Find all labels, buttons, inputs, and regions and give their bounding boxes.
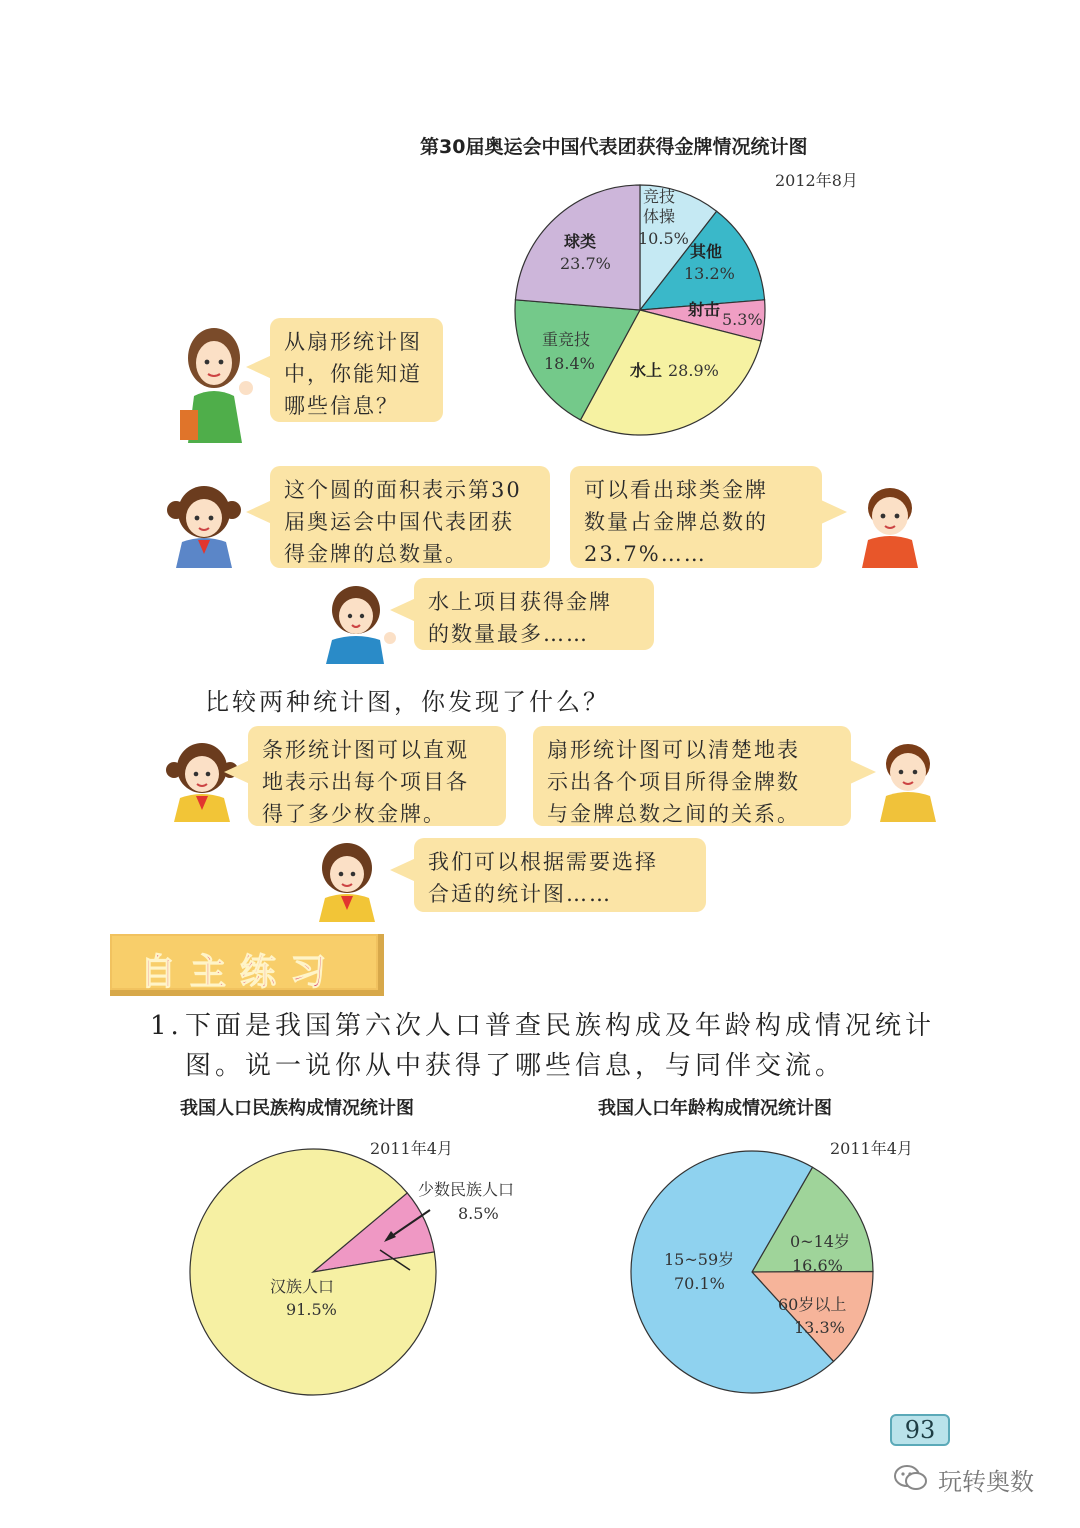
section-banner-title: 自主练习 bbox=[140, 952, 341, 993]
ethnic-chart-title: 我国人口民族构成情况统计图 bbox=[180, 1098, 414, 1119]
pie-label-weight-pct: 18.4% bbox=[544, 354, 595, 373]
pie-label-shooting-pct: 5.3% bbox=[722, 310, 763, 329]
girl4-bubble-line-1: 我们可以根据需要选择 bbox=[428, 850, 658, 874]
pie-label-ball-pct: 23.7% bbox=[560, 254, 611, 273]
pie-label-age-15-59: 15~59岁 bbox=[664, 1250, 735, 1269]
pie-label-weight: 重竞技 bbox=[542, 330, 591, 349]
pie-label-age-15-59-pct: 70.1% bbox=[674, 1274, 725, 1293]
girl3-speech-bubble bbox=[248, 726, 506, 826]
ethnic-pie-chart bbox=[180, 1140, 560, 1410]
teacher-bubble-line-3: 哪些信息？ bbox=[284, 394, 399, 418]
girl1-avatar bbox=[162, 480, 247, 570]
girl3-bubble-line-1: 条形统计图可以直观 bbox=[262, 738, 469, 762]
girl3-bubble-tail bbox=[224, 760, 250, 784]
girl2-bubble-line-1: 水上项目获得金牌 bbox=[428, 590, 612, 614]
wechat-icon bbox=[893, 1463, 929, 1493]
girl2-speech-bubble bbox=[414, 578, 654, 650]
pie-label-gymnastics-pct: 10.5% bbox=[638, 229, 689, 248]
teacher-speech-bubble bbox=[270, 318, 443, 422]
pie-label-han: 汉族人口 bbox=[270, 1277, 335, 1296]
teacher-bubble-tail bbox=[246, 355, 272, 379]
pie-label-other-pct: 13.2% bbox=[684, 264, 735, 283]
boy1-bubble-line-3: 23.7%…… bbox=[584, 542, 707, 566]
exercise-line-1: 下面是我国第六次人口普查民族构成及年龄构成情况统计 bbox=[185, 1011, 936, 1041]
teacher-bubble-line-2: 中，你能知道 bbox=[284, 362, 422, 386]
boy1-bubble-line-1: 可以看出球类金牌 bbox=[584, 478, 768, 502]
age-chart-title: 我国人口年龄构成情况统计图 bbox=[598, 1098, 832, 1119]
teacher-bubble-line-1: 从扇形统计图 bbox=[284, 330, 422, 354]
girl3-bubble-line-3: 得了多少枚金牌。 bbox=[262, 802, 446, 826]
pie-label-water: 水上 bbox=[630, 361, 663, 380]
girl4-speech-bubble bbox=[414, 838, 706, 912]
pie-label-minority-pct: 8.5% bbox=[458, 1204, 499, 1223]
pie-label-age-60-pct: 13.3% bbox=[794, 1318, 845, 1337]
olympic-chart-date: 2012年8月 bbox=[775, 171, 858, 190]
boy1-speech-bubble bbox=[570, 466, 822, 568]
age-pie-chart bbox=[620, 1140, 890, 1410]
ethnic-chart-date: 2011年4月 bbox=[370, 1139, 453, 1158]
pie-label-gymnastics-a: 竞技 bbox=[643, 187, 676, 206]
boy2-bubble-line-3: 与金牌总数之间的关系。 bbox=[547, 802, 800, 826]
watermark-text: 玩转奥数 bbox=[938, 1468, 1034, 1496]
pie-label-minority: 少数民族人口 bbox=[418, 1180, 515, 1199]
girl1-bubble-line-1: 这个圆的面积表示第30 bbox=[284, 478, 522, 502]
boy2-speech-bubble bbox=[533, 726, 851, 826]
pie-label-gymnastics-b: 体操 bbox=[643, 207, 676, 226]
pie-label-han-pct: 91.5% bbox=[286, 1300, 337, 1319]
exercise-line-2: 图。说一说你从中获得了哪些信息，与同伴交流。 bbox=[185, 1051, 846, 1081]
girl3-bubble-line-2: 地表示出每个项目各 bbox=[262, 770, 469, 794]
girl1-bubble-line-3: 得金牌的总数量。 bbox=[284, 542, 468, 566]
olympic-pie-chart bbox=[500, 170, 780, 450]
boy2-avatar bbox=[868, 738, 948, 823]
girl1-speech-bubble bbox=[270, 466, 550, 568]
pie-slice-1-1 bbox=[190, 1149, 436, 1395]
pie-label-ball: 球类 bbox=[564, 232, 597, 251]
age-chart-date: 2011年4月 bbox=[830, 1139, 913, 1158]
girl4-bubble-tail bbox=[390, 858, 416, 882]
girl1-bubble-line-2: 届奥运会中国代表团获 bbox=[284, 510, 514, 534]
girl2-avatar bbox=[318, 580, 398, 665]
pie-label-age-0-14-pct: 16.6% bbox=[792, 1256, 843, 1275]
boy1-avatar bbox=[850, 480, 930, 570]
boy1-bubble-line-2: 数量占金牌总数的 bbox=[584, 510, 768, 534]
page-number: 93 bbox=[890, 1414, 950, 1446]
girl2-bubble-line-2: 的数量最多…… bbox=[428, 622, 589, 646]
boy2-bubble-line-2: 示出各个项目所得金牌数 bbox=[547, 770, 800, 794]
boy1-bubble-tail bbox=[821, 500, 847, 524]
exercise-number: 1. bbox=[150, 1011, 183, 1041]
girl2-bubble-tail bbox=[390, 598, 416, 622]
boy2-bubble-line-1: 扇形统计图可以清楚地表 bbox=[547, 738, 800, 762]
girl1-bubble-tail bbox=[246, 500, 272, 524]
teacher-avatar bbox=[172, 318, 257, 448]
pie-label-water-pct: 28.9% bbox=[668, 361, 719, 380]
pie-label-shooting: 射击 bbox=[688, 300, 721, 319]
pie-label-age-0-14: 0~14岁 bbox=[790, 1232, 850, 1251]
pie-label-other: 其他 bbox=[690, 242, 723, 261]
pie-label-age-60: 60岁以上 bbox=[778, 1295, 847, 1314]
girl4-avatar bbox=[305, 838, 390, 923]
girl4-bubble-line-2: 合适的统计图…… bbox=[428, 882, 612, 906]
compare-question: 比较两种统计图，你发现了什么？ bbox=[205, 688, 610, 716]
olympic-chart-title: 第30届奥运会中国代表团获得金牌情况统计图 bbox=[420, 136, 808, 158]
